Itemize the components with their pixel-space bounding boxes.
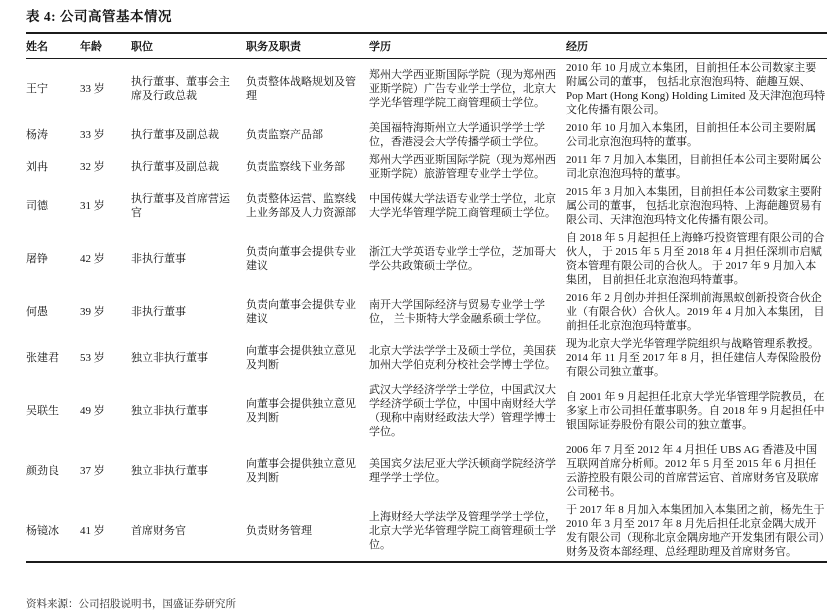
cell-name: 吴联生 bbox=[26, 405, 59, 417]
cell-name: 杨涛 bbox=[26, 129, 48, 141]
cell-education: 浙江大学英语专业学士学位，芝加哥大学公共政策硕士学位。 bbox=[369, 246, 556, 272]
cell-age: 31 岁 bbox=[80, 200, 105, 212]
cell-duty: 负责监察产品部 bbox=[246, 129, 323, 141]
table-row bbox=[26, 289, 827, 335]
table-title: 表 4: 公司高管基本情况 bbox=[26, 9, 172, 24]
cell-experience: 自 2018 年 5 月起担任上海蜂巧投资管理有限公司的合伙人， 于 2015 年 5 月至 2018 年 4 月担任深圳市启赋资本管理有限公司的合伙人。 于 2017 年 9 月加入本集团， 目前担任北京泡泡玛特董事。 bbox=[566, 232, 825, 286]
source-note: 资料来源：公司招股说明书，国盛证券研究所 bbox=[26, 599, 236, 610]
cell-education: 武汉大学经济学学士学位，中国武汉大学经济学硕士学位，中国中南财经大学（现称中南财经政法大学）管理学博士学位。 bbox=[369, 384, 556, 438]
cell-education: 美国宾夕法尼亚大学沃顿商学院经济学理学学士学位。 bbox=[369, 458, 556, 484]
cell-education: 中国传媒大学法语专业学士学位，北京大学光华管理学院工商管理硕士学位。 bbox=[369, 193, 556, 219]
cell-experience: 2006 年 7 月至 2012 年 4 月担任 UBS AG 香港及中国互联网首席分析师。2012 年 5 月至 2015 年 6 月担任云游控股有限公司的首席营运官、首席财务官及联席公司秘书。 bbox=[566, 444, 819, 498]
cell-experience: 自 2001 年 9 月起担任北京大学光华管理学院教员，在多家上市公司担任董事职务。自 2018 年 9 月起担任中银国际证券股份有限公司的独立董事。 bbox=[566, 391, 825, 431]
cell-age: 33 岁 bbox=[80, 129, 105, 141]
cell-age: 33 岁 bbox=[80, 83, 105, 95]
header-row bbox=[26, 33, 827, 59]
cell-age: 41 岁 bbox=[80, 525, 105, 537]
cell-position: 独立非执行董事 bbox=[131, 405, 208, 417]
cell-age: 49 岁 bbox=[80, 405, 105, 417]
cell-duty: 负责财务管理 bbox=[246, 525, 312, 537]
cell-duty: 负责整体运营、监察线上业务部及人力资源部 bbox=[246, 193, 356, 219]
table-row bbox=[26, 183, 827, 229]
cell-position: 非执行董事 bbox=[131, 253, 186, 265]
cell-duty: 向董事会提供独立意见及判断 bbox=[246, 458, 356, 484]
cell-experience: 2011 年 7 月加入本集团，目前担任本公司主要附属公司北京泡泡玛特的董事。 bbox=[566, 154, 822, 180]
cell-position: 执行董事及副总裁 bbox=[131, 129, 219, 141]
cell-education: 郑州大学西亚斯国际学院（现为郑州西亚斯学院）旅游管理专业学士学位。 bbox=[369, 154, 556, 180]
table-row bbox=[26, 119, 827, 151]
cell-experience: 2016 年 2 月创办并担任深圳前海黑蚁创新投资合伙企业（有限合伙）合伙人。2019 年 4 月加入本集团， 目前担任北京泡泡玛特董事。 bbox=[566, 292, 825, 332]
cell-position: 首席财务官 bbox=[131, 525, 186, 537]
cell-name: 刘冉 bbox=[26, 161, 48, 173]
table-row bbox=[26, 381, 827, 441]
cell-age: 37 岁 bbox=[80, 465, 105, 477]
table-row bbox=[26, 59, 827, 120]
cell-duty: 向董事会提供独立意见及判断 bbox=[246, 345, 356, 371]
cell-experience: 2010 年 10 月加入本集团，目前担任本公司主要附属公司北京泡泡玛特的董事。 bbox=[566, 122, 817, 148]
cell-position: 执行董事及副总裁 bbox=[131, 161, 219, 173]
table-row bbox=[26, 335, 827, 381]
table-row bbox=[26, 441, 827, 501]
cell-age: 53 岁 bbox=[80, 352, 105, 364]
cell-position: 非执行董事 bbox=[131, 306, 186, 318]
cell-education: 北京大学法学学士及硕士学位，美国获加州大学伯克利分校社会学博士学位。 bbox=[369, 345, 556, 371]
cell-name: 杨镜冰 bbox=[26, 525, 59, 537]
executives-table bbox=[26, 32, 827, 563]
cell-position: 独立非执行董事 bbox=[131, 352, 208, 364]
cell-duty: 负责向董事会提供专业建议 bbox=[246, 246, 356, 272]
cell-age: 32 岁 bbox=[80, 161, 105, 173]
cell-duty: 负责整体战略规划及管理 bbox=[246, 76, 356, 102]
cell-education: 美国福特海斯州立大学通识学学士学位，香港浸会大学传播学硕士学位。 bbox=[369, 122, 545, 148]
cell-name: 张建君 bbox=[26, 352, 59, 364]
cell-duty: 负责监察线下业务部 bbox=[246, 161, 345, 173]
cell-experience: 2010 年 10 月成立本集团，目前担任本公司数家主要附属公司的董事， 包括北京泡泡玛特、葩趣互娱、Pop Mart (Hong Kong) Holding Limited 及天津泡泡玛特文化传播有限公司。 bbox=[566, 62, 826, 116]
cell-experience: 于 2017 年 8 月加入本集团加入本集团之前，杨先生于 2010 年 3 月至 2017 年 8 月先后担任北京金隅大成开发有限公司（现称北京金隅房地产开发集团有限公司）财务及资本部经理、总经理助理及首席财务官。 bbox=[566, 504, 825, 558]
cell-name: 何愚 bbox=[26, 306, 48, 318]
column-header-experience: 经历 bbox=[566, 33, 827, 59]
cell-position: 执行董事、董事会主席及行政总裁 bbox=[131, 76, 230, 102]
cell-experience: 2015 年 3 月加入本集团，目前担任本公司数家主要附属公司的董事， 包括北京泡泡玛特、上海葩趣贸易有限公司、天津泡泡玛特文化传播有限公司。 bbox=[566, 186, 822, 226]
cell-education: 南开大学国际经济与贸易专业学士学位， 兰卡斯特大学金融系硕士学位。 bbox=[369, 299, 548, 325]
column-header-position: 职位 bbox=[131, 33, 246, 59]
column-header-education: 学历 bbox=[369, 33, 566, 59]
column-header-duty: 职务及职责 bbox=[246, 33, 369, 59]
cell-duty: 向董事会提供独立意见及判断 bbox=[246, 398, 356, 424]
table-row bbox=[26, 229, 827, 289]
cell-age: 42 岁 bbox=[80, 253, 105, 265]
table-row bbox=[26, 151, 827, 183]
cell-duty: 负责向董事会提供专业建议 bbox=[246, 299, 356, 325]
table-header bbox=[26, 33, 827, 59]
cell-name: 司德 bbox=[26, 200, 48, 212]
cell-name: 屠铮 bbox=[26, 253, 48, 265]
cell-position: 独立非执行董事 bbox=[131, 465, 208, 477]
column-header-name: 姓名 bbox=[26, 33, 80, 59]
cell-age: 39 岁 bbox=[80, 306, 105, 318]
cell-experience: 现为北京大学光华管理学院组织与战略管理系教授。2014 年 11 月至 2017 年 8 月，担任建信人寿保险股份有限公司独立董事。 bbox=[566, 338, 822, 378]
table-row bbox=[26, 501, 827, 562]
cell-name: 颜劲良 bbox=[26, 465, 59, 477]
cell-name: 王宁 bbox=[26, 83, 48, 95]
cell-education: 上海财经大学法学及管理学学士学位，北京大学光华管理学院工商管理硕士学位。 bbox=[369, 511, 556, 551]
cell-education: 郑州大学西亚斯国际学院（现为郑州西亚斯学院）广告专业学士学位，北京大学光华管理学院工商管理硕士学位。 bbox=[369, 69, 556, 109]
column-header-age: 年龄 bbox=[80, 33, 131, 59]
cell-position: 执行董事及首席营运官 bbox=[131, 193, 230, 219]
table-body bbox=[26, 59, 827, 563]
